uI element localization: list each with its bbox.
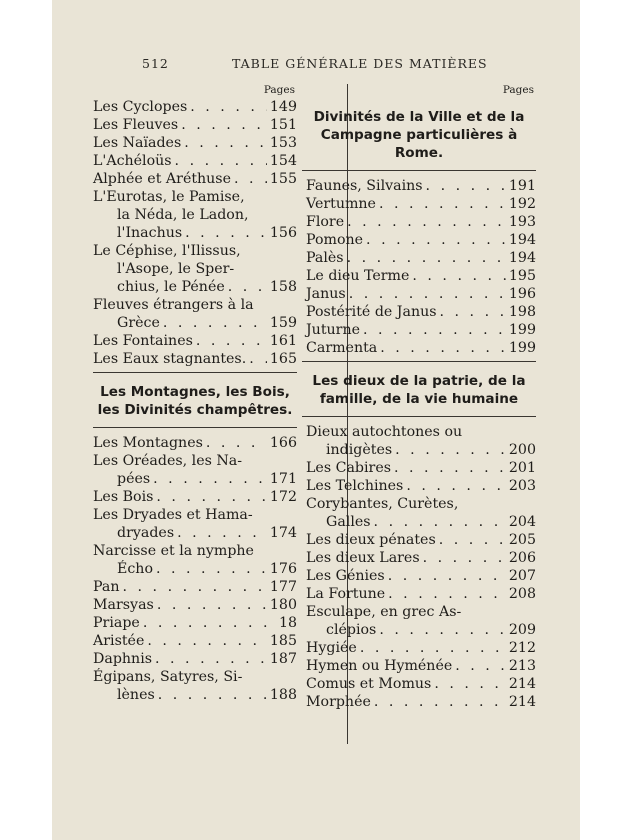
section-rule — [93, 427, 297, 428]
entry-title: Morphée — [306, 694, 371, 710]
leader-dots — [395, 441, 506, 459]
leader-dots — [156, 488, 267, 506]
page-ref: 214 — [508, 676, 536, 692]
entry-title: Le Céphise, l'Ilissus, — [93, 243, 241, 259]
toc-entry — [302, 231, 536, 249]
toc-entry — [302, 249, 536, 267]
leader-dots — [379, 621, 506, 639]
leader-dots — [455, 657, 506, 675]
entry-title: lènes — [117, 687, 155, 703]
page-ref: 209 — [508, 622, 536, 638]
entry-title: L'Achéloüs — [93, 153, 172, 169]
toc-entry — [302, 303, 536, 321]
toc-entry — [93, 650, 297, 668]
toc-entry — [93, 116, 297, 134]
toc-entry — [302, 693, 536, 711]
entry-title: L'Eurotas, le Pamise, — [93, 189, 245, 205]
entry-continuation — [93, 470, 297, 488]
section-heading: Divinités de la Ville et de la Campagne particulières à Rome. — [313, 109, 525, 161]
page-ref: 207 — [508, 568, 536, 584]
entry-title: Marsyas — [93, 597, 154, 613]
entry-title: chius, le Pénée — [117, 279, 225, 295]
leader-dots — [177, 524, 267, 542]
entry-title: Les Cyclopes — [93, 99, 188, 115]
toc-entry — [302, 495, 536, 513]
section-heading: Les dieux de la patrie, de la famille, de la vie humaine — [312, 373, 526, 407]
page-ref: 156 — [269, 225, 297, 241]
page-ref: 200 — [508, 442, 536, 458]
entry-title: l'Inachus — [117, 225, 183, 241]
entry-title: Esculape, en grec As- — [306, 604, 462, 620]
entry-continuation — [302, 441, 536, 459]
leader-dots — [185, 224, 267, 242]
leader-dots — [234, 170, 267, 188]
leader-dots — [163, 314, 267, 332]
leader-dots — [206, 434, 267, 452]
entry-title: Les Génies — [306, 568, 385, 584]
toc-entry — [302, 423, 536, 441]
leader-dots — [412, 267, 506, 285]
leader-dots — [155, 650, 267, 668]
toc-entry — [93, 98, 297, 116]
entry-title: Les Telchines — [306, 478, 404, 494]
entry-title: Priape — [93, 615, 140, 631]
page-ref: 180 — [269, 597, 297, 613]
toc-entry — [302, 213, 536, 231]
leader-dots — [181, 116, 267, 134]
entry-title: dryades — [117, 525, 175, 541]
entry-continuation — [93, 278, 297, 296]
page-ref: 204 — [508, 514, 536, 530]
entry-title: pées — [117, 471, 151, 487]
leader-dots — [175, 152, 267, 170]
toc-entry — [302, 639, 536, 657]
toc-entry — [93, 578, 297, 596]
toc-entry — [93, 506, 297, 524]
leader-dots — [153, 470, 267, 488]
toc-entry — [93, 242, 297, 260]
toc-entry — [302, 549, 536, 567]
toc-entry — [93, 614, 297, 632]
page-ref: 214 — [508, 694, 536, 710]
entry-continuation: la Néda, le Ladon, — [117, 207, 249, 223]
toc-entry — [93, 296, 297, 314]
page-ref: 203 — [508, 478, 536, 494]
section-rule — [302, 416, 536, 417]
entry-title: Postérité de Janus — [306, 304, 437, 320]
entry-title: Les Fleuves — [93, 117, 179, 133]
section-heading: Les Montagnes, les Bois, les Divinités champêtres. — [97, 384, 293, 418]
toc-entry — [93, 596, 297, 614]
page-ref: 193 — [508, 214, 536, 230]
section-rule — [93, 372, 297, 373]
entry-title: Les Cabires — [306, 460, 392, 476]
page-ref: 194 — [508, 232, 536, 248]
toc-entry — [302, 675, 536, 693]
right-column — [302, 82, 536, 711]
entry-continuation — [302, 621, 536, 639]
entry-title: Palès — [306, 250, 344, 266]
entry-title: Janus — [306, 286, 346, 302]
toc-entry — [302, 657, 536, 675]
toc-entry — [302, 177, 536, 195]
leader-dots — [434, 675, 506, 693]
toc-entry — [302, 477, 536, 495]
entry-title: Pan — [93, 579, 120, 595]
entry-continuation — [93, 314, 297, 332]
page-ref: 151 — [269, 117, 297, 133]
toc-entry — [302, 195, 536, 213]
leader-dots — [379, 195, 506, 213]
toc-entry — [93, 152, 297, 170]
page-ref: 201 — [508, 460, 536, 476]
entry-title: Aristée — [93, 633, 145, 649]
entry-continuation — [93, 560, 297, 578]
page-ref: 176 — [269, 561, 297, 577]
entry-title: Daphnis — [93, 651, 153, 667]
entry-title: Égipans, Satyres, Si- — [93, 669, 243, 685]
entry-title: Écho — [117, 561, 153, 577]
leader-dots — [249, 350, 267, 368]
page-ref: 199 — [508, 322, 536, 338]
page-ref: 192 — [508, 196, 536, 212]
entry-title: Carmenta — [306, 340, 378, 356]
entry-title: Les Oréades, les Na- — [93, 453, 243, 469]
toc-entry — [93, 134, 297, 152]
toc-entry — [93, 632, 297, 650]
page-ref: 187 — [269, 651, 297, 667]
page-ref: 165 — [269, 351, 297, 367]
page-ref: 155 — [269, 171, 297, 187]
toc-entry — [93, 452, 297, 470]
leader-dots — [156, 560, 267, 578]
entry-title: Les Eaux stagnantes. — [93, 351, 247, 367]
entry-title: Vertumne — [306, 196, 376, 212]
entry-title: Dieux autochtones ou — [306, 424, 463, 440]
section-rule — [302, 361, 536, 362]
leader-dots — [184, 134, 267, 152]
leader-dots — [423, 549, 506, 567]
toc-entry — [302, 285, 536, 303]
leader-dots — [388, 585, 506, 603]
page-ref: 149 — [269, 99, 297, 115]
left-column — [93, 82, 297, 704]
entry-title: Flore — [306, 214, 345, 230]
toc-entry — [93, 188, 297, 206]
page-ref: 213 — [508, 658, 536, 674]
toc-entry — [93, 434, 297, 452]
page-number: 512 — [142, 56, 169, 71]
page-ref: 188 — [269, 687, 297, 703]
leader-dots — [426, 177, 506, 195]
pages-label: Pages — [502, 84, 534, 96]
leader-dots — [147, 632, 267, 650]
leader-dots — [349, 285, 506, 303]
entry-continuation: l'Asope, le Sper- — [117, 261, 235, 277]
pages-label: Pages — [263, 84, 295, 96]
leader-dots — [374, 693, 506, 711]
entry-continuation — [93, 224, 297, 242]
toc-entry — [302, 339, 536, 357]
toc-entry — [93, 332, 297, 350]
page-ref: 171 — [269, 471, 297, 487]
entry-title: Alphée et Aréthuse — [93, 171, 231, 187]
entry-title: Les Dryades et Hama- — [93, 507, 253, 523]
entry-title: Les Fontaines — [93, 333, 193, 349]
toc-entry — [93, 542, 297, 560]
toc-entry — [302, 459, 536, 477]
section-rule — [302, 170, 536, 171]
entry-title: Galles — [326, 514, 371, 530]
leader-dots — [394, 459, 506, 477]
entry-title: Comus et Momus — [306, 676, 432, 692]
entry-title: Faunes, Silvains — [306, 178, 423, 194]
entry-title: Les dieux Lares — [306, 550, 420, 566]
page-ref: 18 — [278, 615, 297, 631]
leader-dots — [440, 303, 506, 321]
toc-entry — [93, 170, 297, 188]
page-ref: 177 — [269, 579, 297, 595]
toc-entry — [93, 350, 297, 368]
leader-dots — [143, 614, 272, 632]
entry-title: Fleuves étrangers à la — [93, 297, 254, 313]
leader-dots — [190, 98, 267, 116]
page-ref: 198 — [508, 304, 536, 320]
toc-entry — [302, 321, 536, 339]
entry-title: Hygiée — [306, 640, 357, 656]
leader-dots — [380, 339, 506, 357]
leader-dots — [360, 639, 506, 657]
page-title: TABLE GÉNÉRALE DES MATIÈRES — [232, 56, 488, 71]
entry-title: Les dieux pénates — [306, 532, 436, 548]
entry-title: Pomone — [306, 232, 364, 248]
page-ref: 159 — [269, 315, 297, 331]
page-ref: 199 — [508, 340, 536, 356]
page-ref: 208 — [508, 586, 536, 602]
entry-title: Les Montagnes — [93, 435, 203, 451]
toc-entry — [302, 567, 536, 585]
leader-dots — [366, 231, 506, 249]
leader-dots — [347, 249, 506, 267]
entry-title: Les Bois — [93, 489, 154, 505]
leader-dots — [158, 686, 267, 704]
entry-title: Hymen ou Hyménée — [306, 658, 453, 674]
entry-title: Le dieu Terme — [306, 268, 410, 284]
leader-dots — [388, 567, 506, 585]
entry-title: Juturne — [306, 322, 360, 338]
leader-dots — [347, 213, 506, 231]
entry-continuation — [302, 513, 536, 531]
leader-dots — [123, 578, 267, 596]
toc-entry — [93, 488, 297, 506]
entry-continuation — [93, 524, 297, 542]
toc-entry — [93, 668, 297, 686]
leader-dots — [439, 531, 506, 549]
leader-dots — [363, 321, 506, 339]
toc-entry — [302, 603, 536, 621]
page-ref: 158 — [269, 279, 297, 295]
page-ref: 166 — [269, 435, 297, 451]
page-ref: 185 — [269, 633, 297, 649]
leader-dots — [157, 596, 267, 614]
page-ref: 212 — [508, 640, 536, 656]
page-ref: 194 — [508, 250, 536, 266]
page-ref: 206 — [508, 550, 536, 566]
entry-title: Grèce — [117, 315, 160, 331]
toc-entry — [302, 267, 536, 285]
page-ref: 191 — [508, 178, 536, 194]
entry-title: Les Naïades — [93, 135, 182, 151]
entry-continuation — [93, 686, 297, 704]
entry-title: clépios — [326, 622, 377, 638]
page-ref: 172 — [269, 489, 297, 505]
page-ref: 205 — [508, 532, 536, 548]
entry-title: indigètes — [326, 442, 393, 458]
toc-entry — [302, 531, 536, 549]
toc-entry — [302, 585, 536, 603]
page-ref: 153 — [269, 135, 297, 151]
entry-title: Narcisse et la nymphe — [93, 543, 254, 559]
page-ref: 195 — [508, 268, 536, 284]
leader-dots — [406, 477, 506, 495]
entry-title: La Fortune — [306, 586, 386, 602]
leader-dots — [196, 332, 267, 350]
page-ref: 196 — [508, 286, 536, 302]
leader-dots — [374, 513, 506, 531]
page-ref: 154 — [269, 153, 297, 169]
entry-title: Corybantes, Curètes, — [306, 496, 459, 512]
leader-dots — [228, 278, 267, 296]
page-ref: 161 — [269, 333, 297, 349]
page-ref: 174 — [269, 525, 297, 541]
